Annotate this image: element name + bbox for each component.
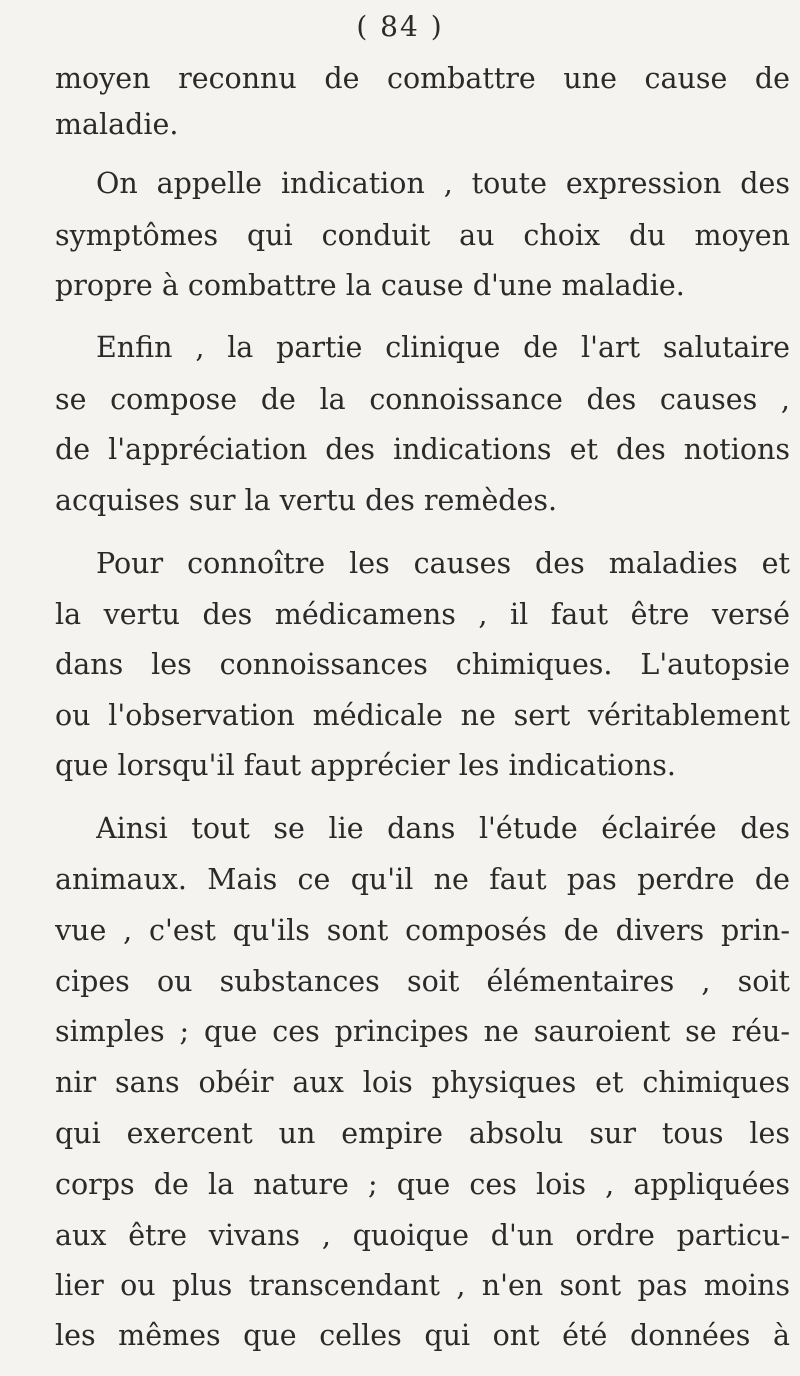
text-line: corps de la nature ; que ces lois , appliquées (55, 1168, 790, 1201)
text-line: nir sans obéir aux lois physiques et chimiques (55, 1066, 790, 1099)
text-line: cipes ou substances soit élémentaires , soit (55, 965, 790, 998)
text-line: les mêmes que celles qui ont été données à (55, 1319, 790, 1352)
text-line: maladie. (55, 108, 179, 141)
text-line: se compose de la connoissance des causes , (55, 383, 790, 416)
text-line: Pour connoître les causes des maladies et (96, 547, 790, 580)
text-line: Enfin , la partie clinique de l'art salutaire (96, 331, 790, 364)
text-line: Ainsi tout se lie dans l'étude éclairée des (96, 812, 790, 845)
text-line: acquises sur la vertu des remèdes. (55, 484, 558, 517)
text-line: la vertu des médicamens , il faut être versé (55, 598, 790, 631)
text-line: simples ; que ces principes ne sauroient se réu- (55, 1015, 790, 1048)
page-number: ( 84 ) (356, 10, 444, 43)
text-line: vue , c'est qu'ils sont composés de divers prin- (55, 914, 790, 947)
text-line: symptômes qui conduit au choix du moyen (55, 219, 790, 252)
text-line: aux être vivans , quoique d'un ordre particu- (55, 1219, 790, 1252)
text-line: que lorsqu'il faut apprécier les indications. (55, 749, 676, 782)
text-line: lier ou plus transcendant , n'en sont pas moins (55, 1269, 790, 1302)
text-line: propre à combattre la cause d'une maladie. (55, 269, 685, 302)
text-line: animaux. Mais ce qu'il ne faut pas perdre de (55, 863, 790, 896)
text-line: ou l'observation médicale ne sert véritablement (55, 699, 790, 732)
text-line: qui exercent un empire absolu sur tous les (55, 1117, 790, 1150)
text-line: dans les connoissances chimiques. L'autopsie (55, 648, 790, 681)
text-line: de l'appréciation des indications et des notions (55, 433, 790, 466)
text-line: moyen reconnu de combattre une cause de (55, 62, 790, 95)
text-line: On appelle indication , toute expression des (96, 167, 790, 200)
